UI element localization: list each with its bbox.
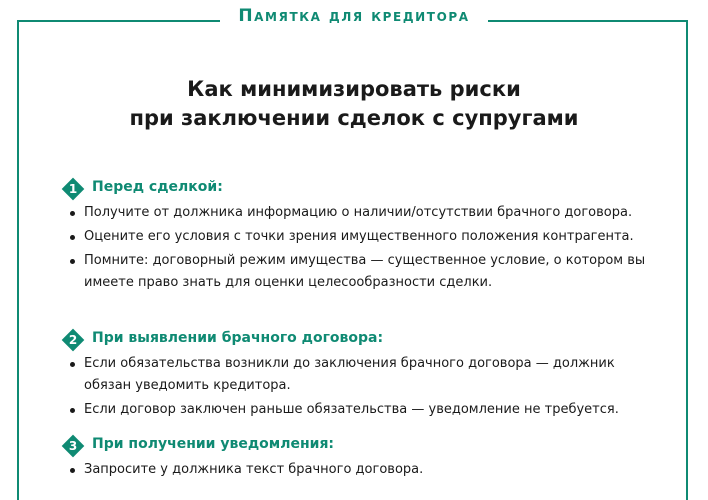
step-number-badge [62, 178, 84, 200]
page-title [0, 75, 708, 133]
section-notice-received [62, 433, 662, 481]
list-item: Если договор заключен раньше обязательства — уведомление не требуется. [62, 399, 662, 421]
section-contract-found [62, 327, 662, 421]
list-item: Получите от должника информацию о наличии/отсутствии брачного договора. [62, 202, 662, 224]
section-title: При получении уведомления: [92, 436, 335, 452]
list-item: Если обязательства возникли до заключения брачного договора — должник обязан уведомить кредитора. [62, 353, 662, 397]
step-number: 1 [68, 182, 78, 196]
section-header [62, 433, 662, 457]
list-item: Запросите у должника текст брачного договора. [62, 459, 662, 481]
step-number: 2 [68, 333, 78, 347]
memo-tag-label: Памятка для кредитора [220, 6, 487, 26]
section-header [62, 327, 662, 351]
bullet-list [62, 353, 662, 421]
memo-tag [0, 6, 708, 26]
bullet-list [62, 202, 662, 294]
step-number-badge [62, 329, 84, 351]
section-before-deal [62, 176, 662, 294]
step-number-badge [62, 435, 84, 457]
list-item: Помните: договорный режим имущества — существенное условие, о котором вы имеете право знать для оценки целесообразности сделки. [62, 250, 662, 294]
page-title-line-1: Как минимизировать риски [187, 77, 521, 101]
list-item: Оцените его условия с точки зрения имущественного положения контрагента. [62, 226, 662, 248]
step-number: 3 [68, 439, 78, 453]
page-title-line-2: при заключении сделок с супругами [129, 106, 579, 130]
section-title: Перед сделкой: [92, 179, 223, 195]
section-title: При выявлении брачного договора: [92, 330, 384, 346]
bullet-list [62, 459, 662, 481]
section-header [62, 176, 662, 200]
